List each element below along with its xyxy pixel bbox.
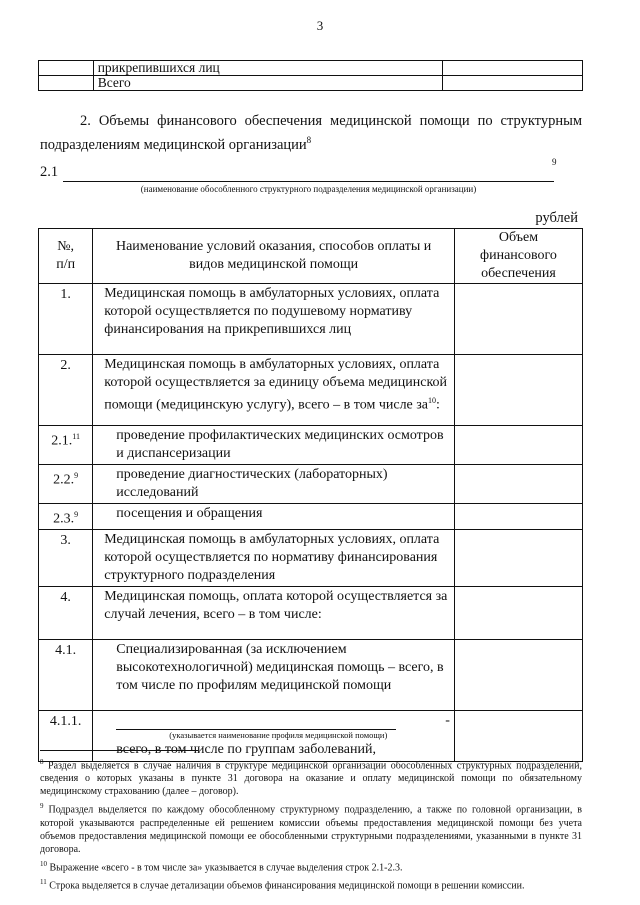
table-header-row [39, 229, 583, 284]
footnote-separator [40, 750, 198, 751]
footnote-ref: 8 [40, 758, 44, 766]
footnote-text: Подраздел выделяется по каждому обособленному структурному подразделению, а также по головной организации, в которой указываются распределенные ей решением комиссии объемы предоставления медицинской помощи без учета объемов предоставления медицинской помощи ее обособленными структурными подразделениями, указанными в пункте 31 договора. [40, 804, 583, 855]
volume-cell[interactable] [454, 586, 582, 639]
volume-cell[interactable] [454, 284, 582, 355]
row-description: Медицинская помощь в амбулаторных условиях, оплата которой осуществляется по нормативу финансирования структурного подразделения [93, 529, 455, 586]
table-cell [443, 61, 583, 76]
footnote-ref: 9 [552, 157, 557, 167]
row-description: Специализированная (за исключением высокотехнологичной) медицинская помощь – всего, в том числе по профилям медицинской помощи [93, 639, 455, 710]
table-row [39, 465, 583, 504]
table-cell [39, 76, 94, 91]
row-number-text: 2.1. [51, 433, 73, 449]
footnote [40, 800, 582, 855]
footnote-ref: 9 [74, 471, 79, 480]
subsection-caption: (наименование обособленного структурного подразделения медицинской организации) [140, 184, 477, 194]
profile-input-line [116, 712, 450, 730]
row-description: Медицинская помощь в амбулаторных условиях, оплата которой осуществляется по подушевому нормативу финансирования на прикрепившихся лиц [93, 284, 455, 355]
table-row [39, 76, 583, 91]
row-text: Медицинская помощь в амбулаторных условиях, оплата которой осуществляется за единицу объема медицинской помощи (медицинскую услугу), всего – в том числе за [104, 357, 448, 413]
row-description: Медицинская помощь, оплата которой осуществляется за случай лечения, всего – в том числе: [93, 586, 455, 639]
summary-table-top [38, 60, 583, 91]
footnote-text: Строка выделяется в случае детализации объемов финансирования медицинской помощи в решении комиссии. [49, 880, 525, 892]
section-heading-text: 2. Объемы финансового обеспечения медицинской помощи по структурным подразделениям медицинской организации [40, 113, 582, 153]
page-number: 3 [316, 18, 324, 33]
footnote-text: Выражение «всего - в том числе за» указывается в случае выделения строк 2.1-2.3. [49, 861, 403, 873]
volume-cell[interactable] [454, 639, 582, 710]
row-number [39, 504, 93, 530]
subsection-name-blank[interactable] [63, 181, 554, 182]
footnote-text: Раздел выделяется в случае наличия в структуре медицинской организации обособленных структурных подразделений, сведения о которых указаны в пункте 31 договора на оказание и оплату медицинской помощи по обязательному медицинскому страхованию (далее – договор). [40, 760, 582, 798]
row-description: проведение диагностических (лабораторных) исследований [93, 465, 455, 504]
header-name: Наименование условий оказания, способов оплаты и видов медицинской помощи [93, 229, 455, 284]
row-number: 4. [39, 586, 93, 639]
row-description: посещения и обращения [93, 504, 455, 530]
profile-caption: (указывается наименование профиля медицинской помощи) [169, 729, 388, 740]
footnote-ref: 9 [74, 510, 79, 519]
table-row [39, 639, 583, 710]
volume-cell[interactable] [454, 504, 582, 530]
profile-dash: - [445, 712, 450, 728]
row-label: Всего [93, 76, 442, 91]
footnote [40, 876, 582, 892]
header-volume: Объем финансового обеспечения [454, 229, 582, 284]
row-number: 4.1. [39, 639, 93, 710]
footnote [40, 858, 582, 874]
table-row [39, 504, 583, 530]
financing-table [38, 228, 583, 762]
footnote [40, 756, 582, 798]
section-heading [40, 112, 582, 155]
header-num: №, п/п [39, 229, 93, 284]
row-label: прикрепившихся лиц [93, 61, 442, 76]
footnote-ref: 9 [40, 802, 44, 811]
footnotes [40, 756, 582, 894]
table-cell [39, 61, 94, 76]
row-number-text: 2.3. [53, 511, 75, 527]
footnote-ref: 11 [72, 432, 80, 441]
table-row [39, 284, 583, 355]
volume-cell[interactable] [454, 529, 582, 586]
row-number: 2. [39, 355, 93, 426]
table-row [39, 710, 583, 761]
row-description [93, 355, 455, 426]
row-description [93, 710, 455, 761]
row-number: 1. [39, 284, 93, 355]
table-row [39, 426, 583, 465]
currency-label: рублей [535, 210, 578, 226]
table-row [39, 355, 583, 426]
volume-cell[interactable] [454, 465, 582, 504]
footnote-ref: 10 [428, 396, 437, 405]
row-number-text: 2.2. [53, 472, 75, 488]
table-row [39, 529, 583, 586]
footnote-ref: 11 [40, 877, 47, 886]
volume-cell[interactable] [454, 355, 582, 426]
row-text-tail: : [436, 397, 440, 413]
volume-cell[interactable] [454, 710, 582, 761]
subsection-number: 2.1 [40, 164, 59, 180]
footnote-ref: 8 [306, 135, 312, 145]
table-row [39, 586, 583, 639]
row-description: проведение профилактических медицинских осмотров и диспансеризации [93, 426, 455, 465]
volume-cell[interactable] [454, 426, 582, 465]
row-text: всего, в том числе по группам заболеваний, [116, 741, 376, 757]
table-row [39, 61, 583, 76]
profile-name-blank[interactable] [116, 717, 396, 730]
footnote-ref: 10 [40, 859, 47, 868]
row-number: 3. [39, 529, 93, 586]
row-number: 4.1.1. [39, 710, 93, 761]
table-cell [443, 76, 583, 91]
row-number [39, 465, 93, 504]
row-number [39, 426, 93, 465]
